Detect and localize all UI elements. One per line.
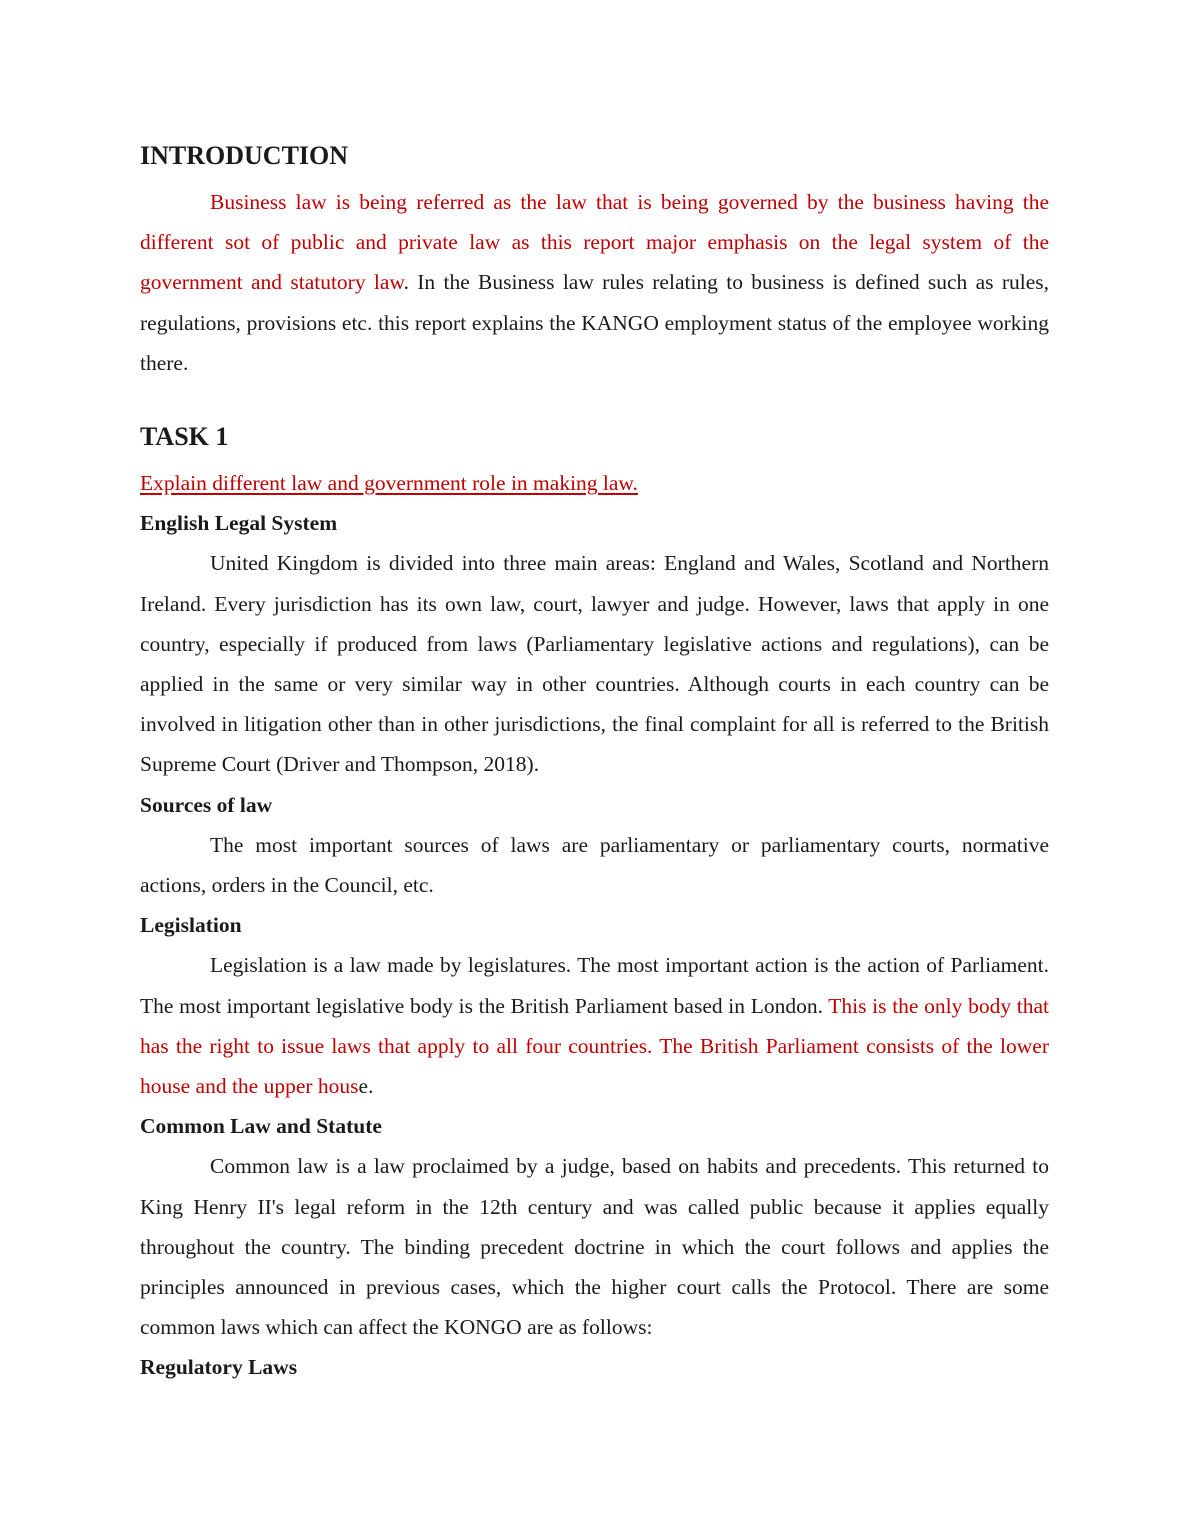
legislation-heading: Legislation [140, 913, 242, 938]
task1-question: Explain different law and government role in making law. [140, 471, 638, 496]
common-law-paragraph: Common law is a law proclaimed by a judge, based on habits and precedents. This returned to King Henry II's legal reform in the 12th century and was called public because it applies equally throughout the country. The binding precedent doctrine in which the court follows and applies the principles announced in previous cases, which the higher court calls the Protocol. There are some common laws which can affect the KONGO are as follows: [140, 1154, 1049, 1340]
task1-heading: TASK 1 [140, 422, 229, 452]
introduction-paragraph [140, 182, 1049, 383]
legislation-end-text: e. [358, 1074, 374, 1099]
sources-of-law-paragraph: The most important sources of laws are parliamentary or parliamentary courts, normative actions, orders in the Council, etc. [140, 832, 1049, 898]
english-legal-system-heading: English Legal System [140, 511, 338, 536]
introduction-plain-text: . In the Business law rules relating to business is defined such as rules, regulations, provisions etc. this report explains the KANGO employment status of the employee working there. [140, 270, 1049, 375]
introduction-highlighted-text: Business law is being referred as the law that is being governed by the business having the different sot of public and private law as this report major emphasis on the legal system of the government and statutory law [140, 190, 1049, 295]
common-law-heading: Common Law and Statute [140, 1114, 382, 1139]
document-page [140, 138, 1049, 1388]
legislation-paragraph [140, 945, 1049, 1106]
introduction-heading: INTRODUCTION [140, 141, 349, 170]
english-legal-system-paragraph: United Kingdom is divided into three main areas: England and Wales, Scotland and Northern Ireland. Every jurisdiction has its own law, court, lawyer and judge. However, laws that apply in one country, especially if produced from laws (Parliamentary legislative actions and regulations), can be applied in the same or very similar way in other countries. Although courts in each country can be involved in litigation other than in other jurisdictions, the final complaint for all is referred to the British Supreme Court (Driver and Thompson, 2018). [140, 551, 1049, 777]
legislation-highlighted-text: This is the only body that has the right to issue laws that apply to all four countries. The British Parliament consists of the lower house and the upper hous [140, 993, 1049, 1099]
sources-of-law-heading: Sources of law [140, 792, 273, 817]
legislation-plain-text: Legislation is a law made by legislatures. The most important action is the action of Parliament. The most important legislative body is the British Parliament based in London. [140, 953, 1049, 1018]
regulatory-laws-heading: Regulatory Laws [140, 1355, 298, 1380]
